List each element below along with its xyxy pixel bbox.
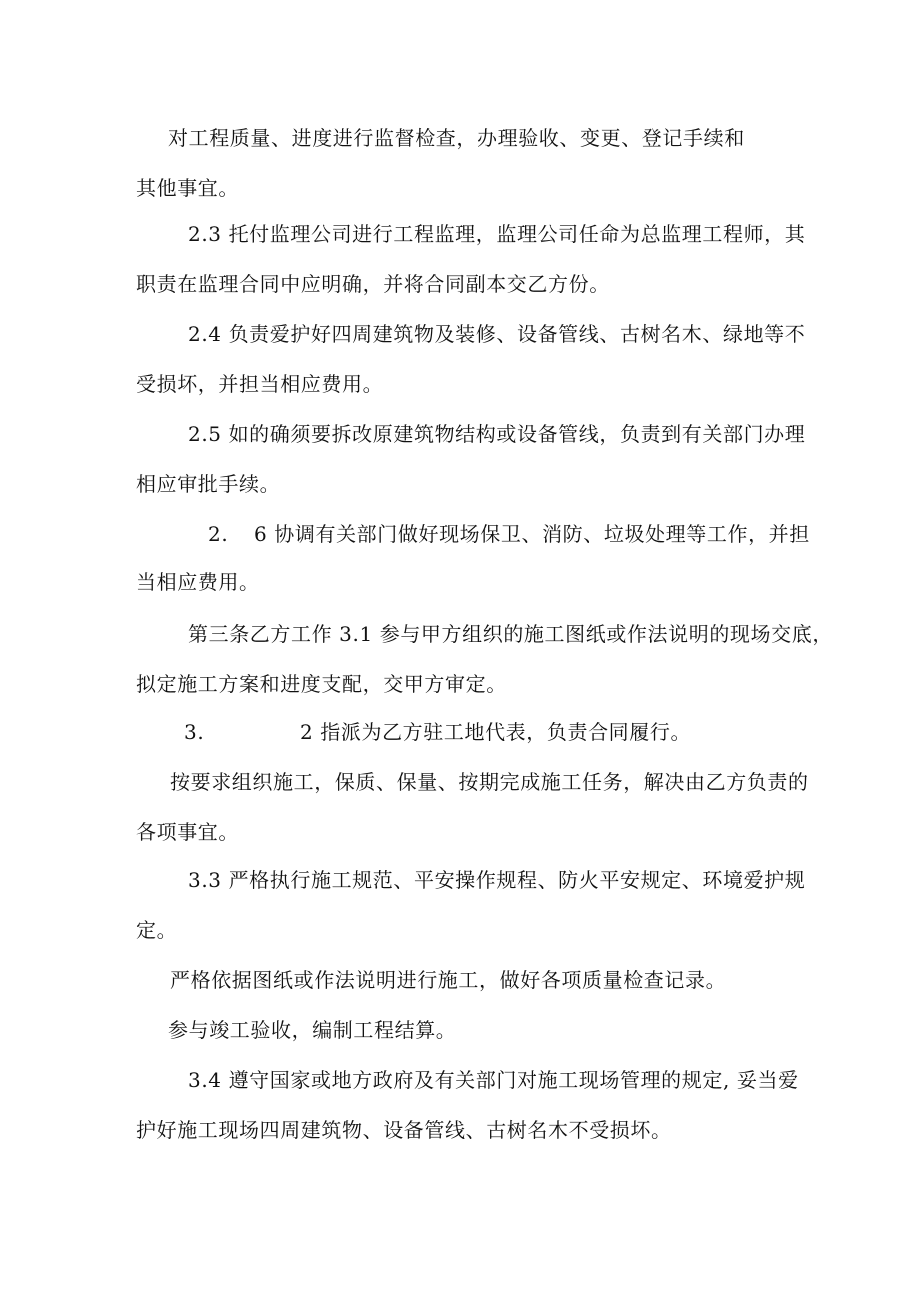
text-line-10: 当相应费用。	[136, 570, 260, 594]
text-line-3: 2.3 托付监理公司进行工程监理，监理公司任命为总监理工程师，其	[188, 222, 806, 246]
text-line-14: 按要求组织施工，保质、保量、按期完成施工任务，解决由乙方负责的	[170, 770, 809, 794]
text-line-9b: 6 协调有关部门做好现场保卫、消防、垃圾处理等工作，并担	[254, 522, 810, 546]
text-line-6: 受损坏，并担当相应费用。	[136, 372, 384, 396]
text-line-15: 各项事宜。	[136, 820, 239, 844]
text-line-5: 2.4 负责爱护好四周建筑物及装修、设备管线、古树名木、绿地等不	[188, 322, 806, 346]
text-line-16: 3.3 严格执行施工规范、平安操作规程、防火平安规定、环境爱护规	[188, 868, 806, 892]
text-line-12: 拟定施工方案和进度支配，交甲方审定。	[136, 672, 507, 696]
text-line-19: 参与竣工验收，编制工程结算。	[168, 1018, 457, 1042]
text-line-18: 严格依据图纸或作法说明进行施工，做好各项质量检查记录。	[170, 968, 727, 992]
text-line-1: 对工程质量、进度进行监督检查，办理验收、变更、登记手续和	[168, 126, 745, 150]
text-line-11: 第三条乙方工作 3.1 参与甲方组织的施工图纸或作法说明的现场交底，	[188, 622, 833, 646]
text-line-17: 定。	[136, 918, 178, 942]
text-line-13b: 2 指派为乙方驻工地代表，负责合同履行。	[300, 720, 692, 744]
text-line-4: 职责在监理合同中应明确，并将合同副本交乙方份。	[136, 272, 610, 296]
text-line-2: 其他事宜。	[136, 176, 239, 200]
text-line-9a: 2.	[208, 522, 229, 546]
text-line-21: 护好施工现场四周建筑物、设备管线、古树名木不受损坏。	[136, 1118, 672, 1142]
text-line-20: 3.4 遵守国家或地方政府及有关部门对施工现场管理的规定, 妥当爱	[188, 1068, 799, 1092]
text-line-13a: 3.	[184, 720, 205, 744]
text-line-7: 2.5 如的确须要拆改原建筑物结构或设备管线，负责到有关部门办理	[188, 422, 806, 446]
text-line-8: 相应审批手续。	[136, 472, 281, 496]
